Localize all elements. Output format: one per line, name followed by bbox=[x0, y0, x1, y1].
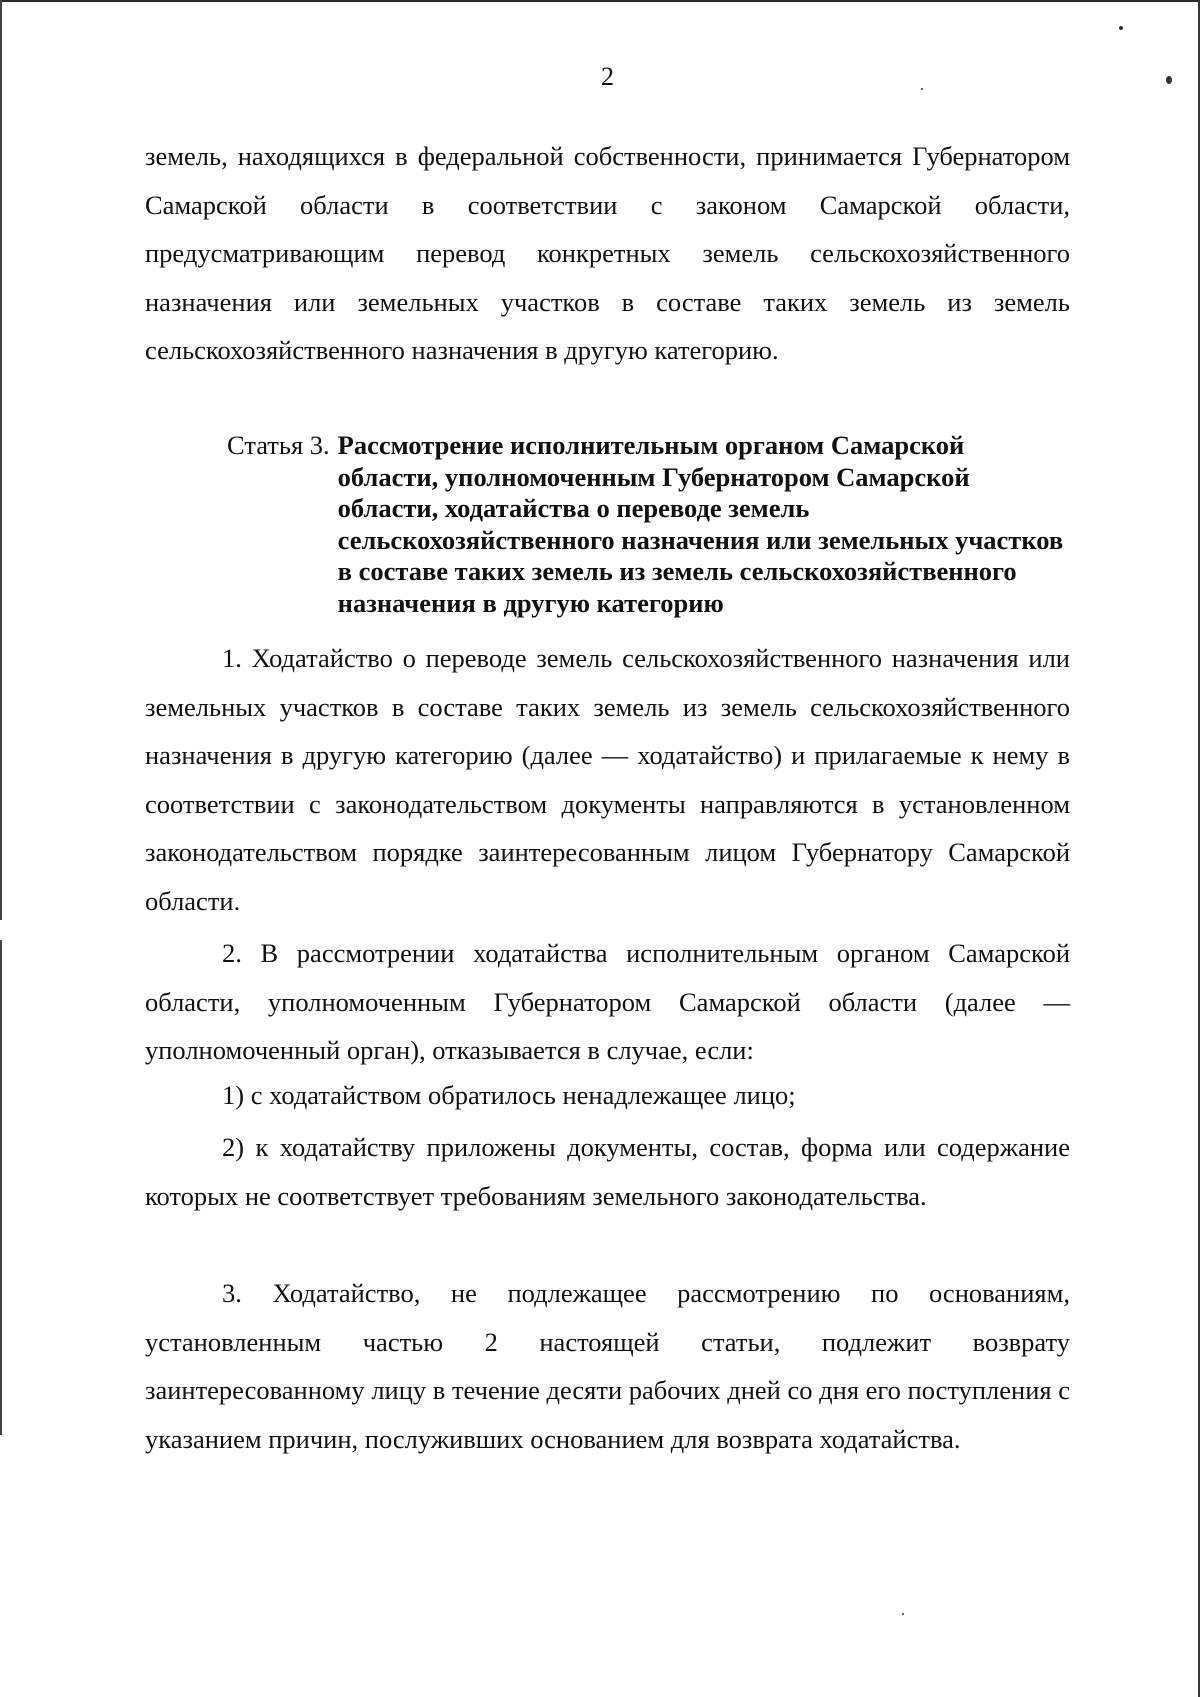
scan-left-edge bbox=[0, 0, 2, 1435]
article-heading bbox=[227, 430, 1070, 619]
article-label: Статья 3. bbox=[227, 430, 330, 460]
scan-top-edge bbox=[0, 0, 1200, 2]
paragraph-item-3: 3. Ходатайство, не подлежащее рассмотрению по основаниям, установленным частью 2 настоящей статьи, подлежит возврату заинтересованному лицу в течение десяти рабочих дней со дня его поступления с указанием причин, послуживших основанием для возврата ходатайства. bbox=[145, 1278, 1070, 1454]
article-title: Рассмотрение исполнительным органом Самарской области, уполномоченным Губернатором Самарской области, ходатайства о переводе земель сельскохозяйственного назначения или земельных участков в составе таких земель из земель сельскохозяйственного назначения в другую категорию bbox=[337, 430, 1064, 618]
scan-left-edge-gap bbox=[0, 920, 3, 940]
paragraph-subitem-2: 2) к ходатайству приложены документы, состав, форма или содержание которых не соответствует требованиям земельного законодательства. bbox=[145, 1132, 1070, 1211]
scan-speck bbox=[902, 1613, 904, 1615]
paragraph-continuation: земель, находящихся в федеральной собственности, принимается Губернатором Самарской области в соответствии с законом Самарской области, предусматривающим перевод конкретных земель сельскохозяйственного назначения или земельных участков в составе таких земель из земель сельскохозяйственного назначения в другую категорию. bbox=[145, 141, 1070, 365]
page-number: 2 bbox=[601, 62, 614, 91]
scan-speck bbox=[1119, 26, 1123, 30]
paragraph-item-1: 1. Ходатайство о переводе земель сельскохозяйственного назначения или земельных участков в составе таких земель из земель сельскохозяйственного назначения в другую категорию (далее — ходатайство) и прилагаемые к нему в соответствии с законодательством документы направляются в установленном законодательством порядке заинтересованным лицом Губернатору Самарской области. bbox=[145, 643, 1070, 916]
paragraph-item-2: 2. В рассмотрении ходатайства исполнительным органом Самарской области, уполномоченным Губернатором Самарской области (далее — уполномоченный орган), отказывается в случае, если: bbox=[145, 938, 1070, 1065]
scan-speck bbox=[1166, 76, 1172, 84]
paragraph-subitem-1: 1) с ходатайством обратилось ненадлежащее лицо; bbox=[222, 1080, 796, 1110]
